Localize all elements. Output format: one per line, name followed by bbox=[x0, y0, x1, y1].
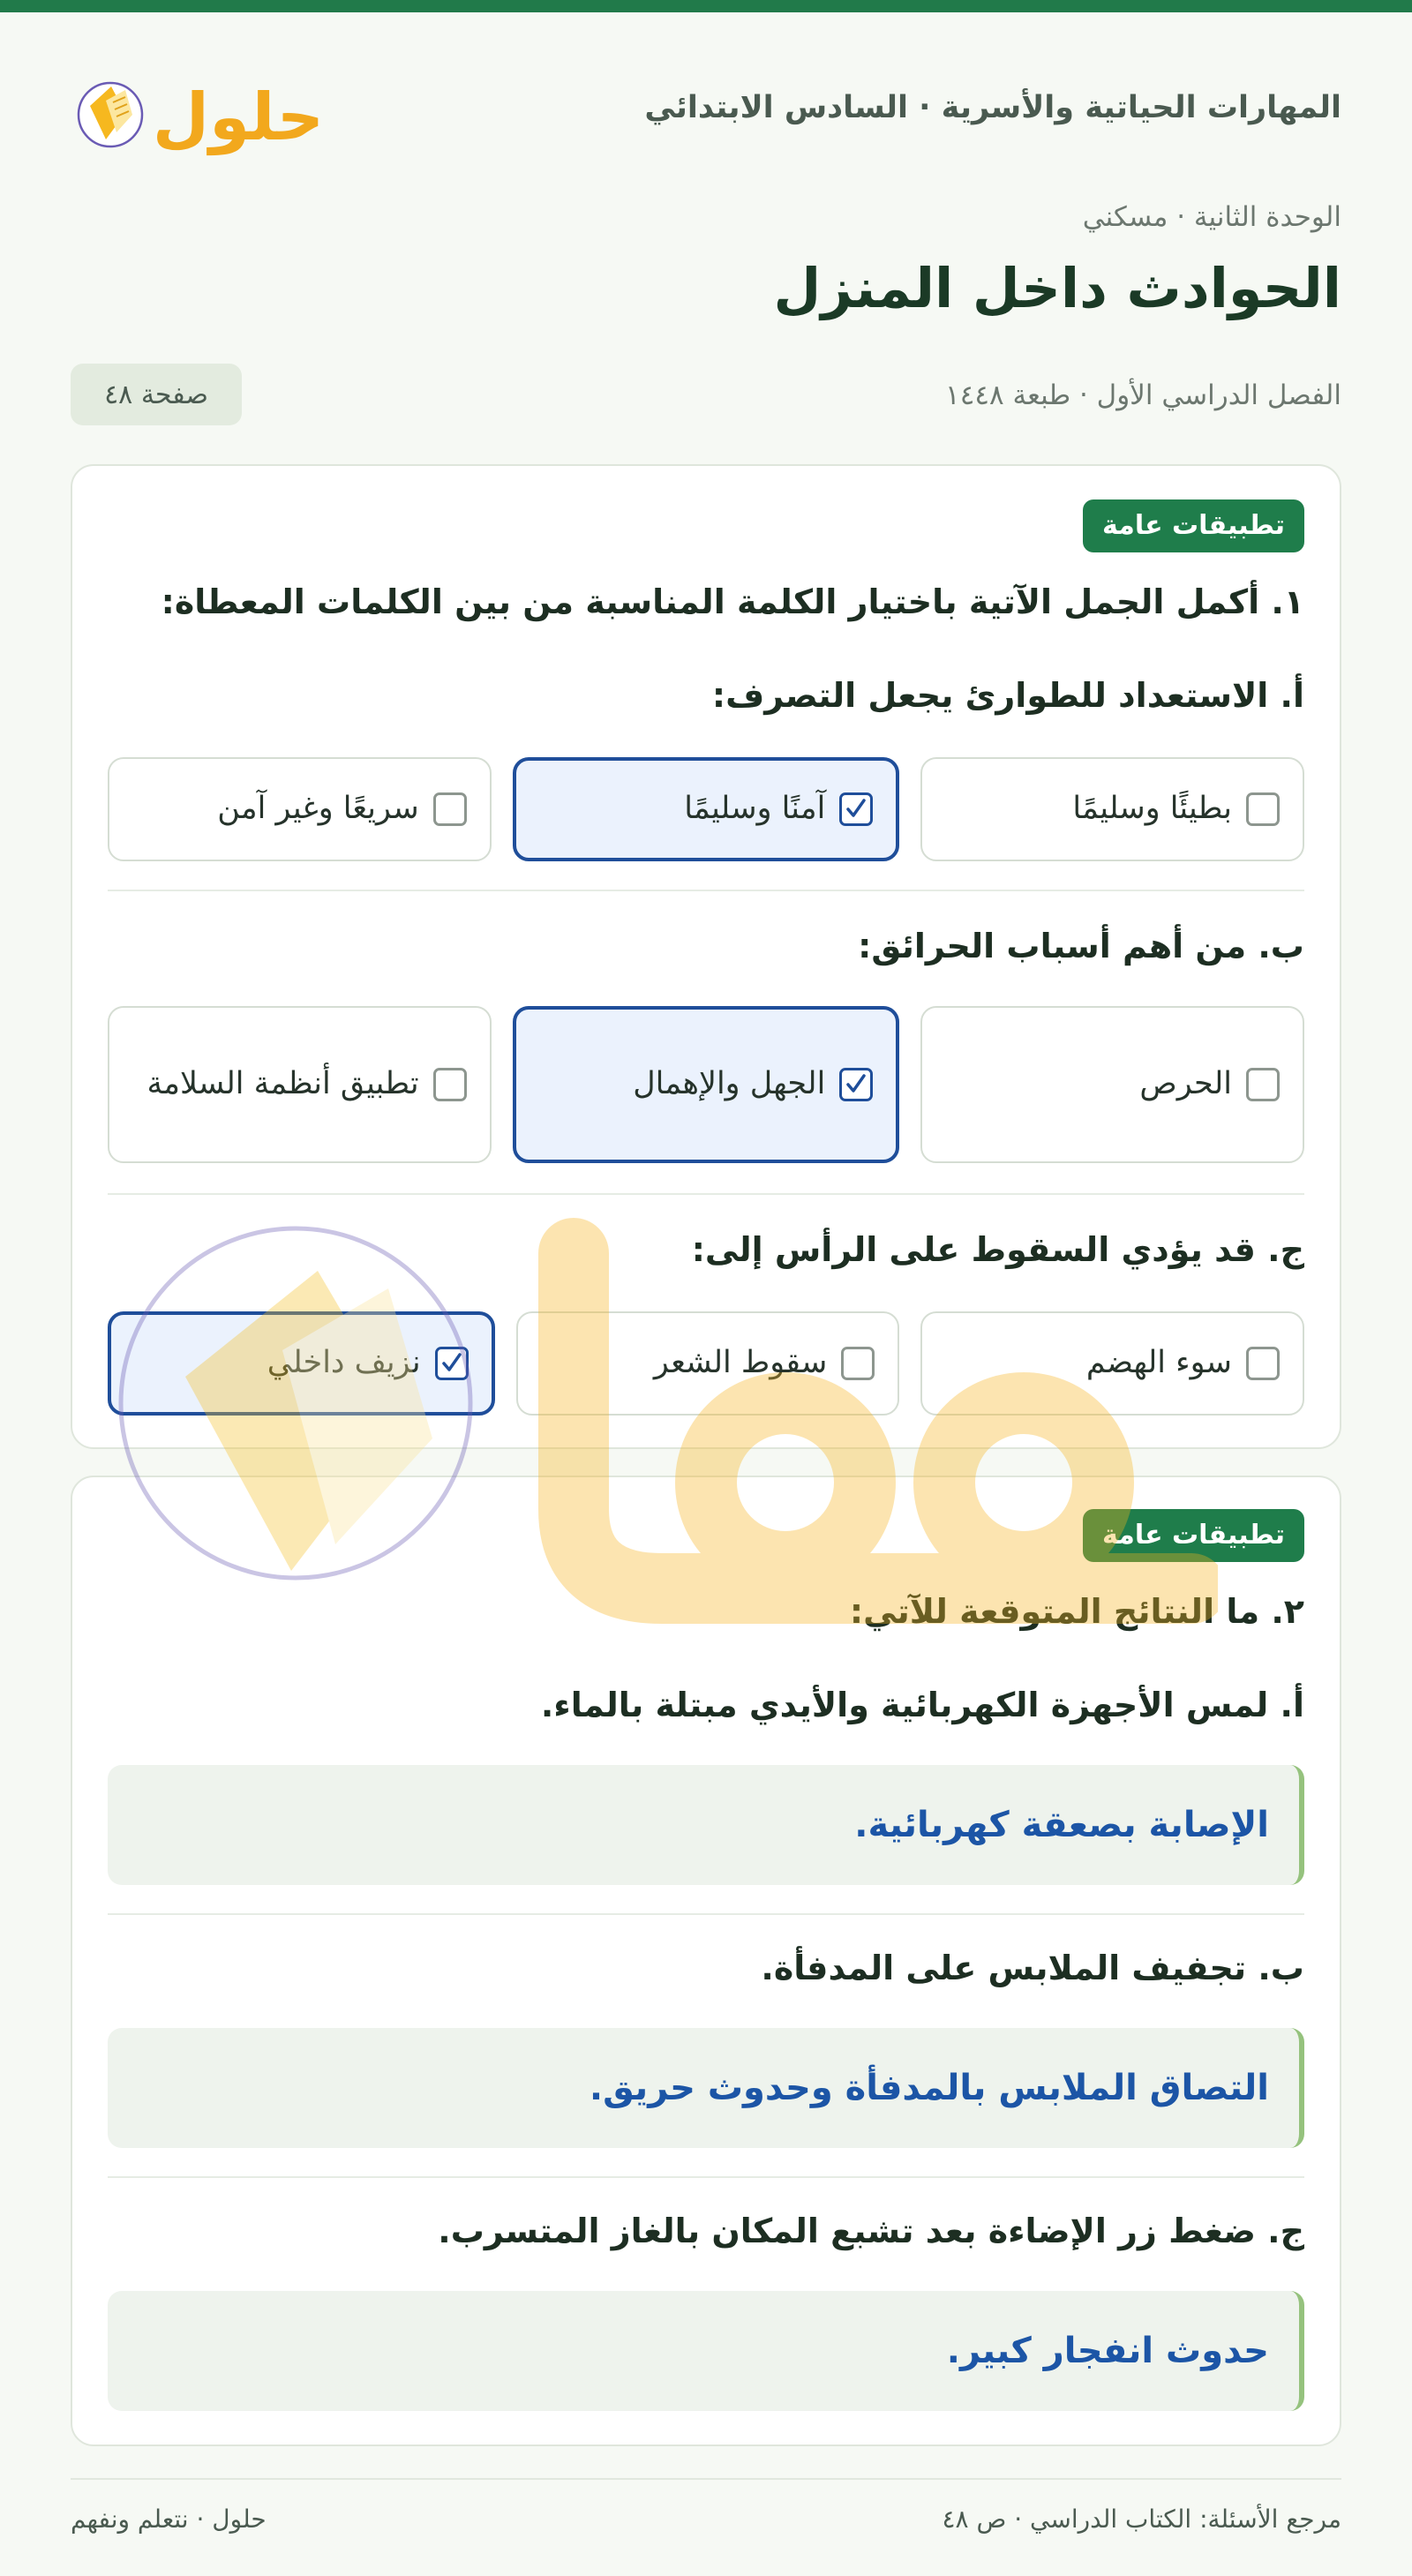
option-text: الجهل والإهمال bbox=[633, 1066, 826, 1102]
option-text: نزيف داخلي bbox=[267, 1345, 421, 1381]
section-badge: تطبيقات عامة bbox=[1083, 1509, 1304, 1562]
question-1b-options bbox=[108, 1006, 1304, 1163]
check-icon bbox=[843, 1071, 869, 1098]
question-2-title: ٢. ما النتائج المتوقعة للآتي: bbox=[849, 1592, 1304, 1631]
question-1c-options bbox=[108, 1311, 1304, 1416]
book-logo-icon bbox=[79, 83, 142, 146]
unit-label: الوحدة الثانية · مسكني bbox=[1082, 201, 1341, 233]
checkbox-checked[interactable] bbox=[839, 792, 873, 826]
section-badge: تطبيقات عامة bbox=[1083, 499, 1304, 552]
answer-box: حدوث انفجار كبير. bbox=[108, 2291, 1304, 2411]
option-text: سريعًا وغير آمن bbox=[217, 791, 419, 827]
option-card[interactable] bbox=[108, 757, 492, 861]
divider bbox=[108, 2176, 1304, 2178]
question-1-title: ١. أكمل الجمل الآتية باختيار الكلمة المناسبة من بين الكلمات المعطاة: bbox=[161, 582, 1304, 621]
answer-box: التصاق الملابس بالمدفأة وحدوث حريق. bbox=[108, 2028, 1304, 2148]
option-card[interactable] bbox=[516, 1311, 900, 1416]
footer-divider bbox=[71, 2478, 1341, 2480]
question-1a-options bbox=[108, 757, 1304, 861]
question-1a-label: أ. الاستعداد للطوارئ يجعل التصرف: bbox=[711, 676, 1304, 715]
footer-reference: مرجع الأسئلة: الكتاب الدراسي · ص ٤٨ bbox=[942, 2505, 1341, 2534]
checkbox[interactable] bbox=[433, 1068, 467, 1101]
page-title: الحوادث داخل المنزل bbox=[773, 256, 1341, 320]
term-label: الفصل الدراسي الأول · طبعة ١٤٤٨ bbox=[945, 379, 1341, 411]
option-card-selected[interactable] bbox=[513, 1006, 900, 1163]
option-card-selected[interactable] bbox=[513, 757, 900, 861]
page-number-badge: صفحة ٤٨ bbox=[71, 364, 242, 425]
option-text: تطبيق أنظمة السلامة bbox=[146, 1066, 419, 1102]
divider bbox=[108, 1193, 1304, 1195]
page-header bbox=[71, 62, 1341, 168]
checkbox[interactable] bbox=[841, 1347, 875, 1380]
option-text: الحرص bbox=[1139, 1066, 1232, 1102]
question-2b-label: ب. تجفيف الملابس على المدفأة. bbox=[761, 1949, 1304, 1987]
divider bbox=[108, 890, 1304, 891]
footer-brand: حلول · نتعلم ونفهم bbox=[71, 2505, 267, 2534]
option-card[interactable] bbox=[108, 1006, 492, 1163]
checkbox[interactable] bbox=[1246, 792, 1280, 826]
checkbox-checked[interactable] bbox=[435, 1347, 469, 1380]
logo-text: حلول bbox=[152, 79, 325, 155]
option-card-selected[interactable] bbox=[108, 1311, 495, 1416]
top-accent-bar bbox=[0, 0, 1412, 12]
option-text: آمنًا وسليمًا bbox=[684, 791, 826, 827]
section-1-card bbox=[71, 464, 1341, 1449]
app-title: المهارات الحياتية والأسرية · السادس الابتدائي bbox=[644, 90, 1341, 125]
checkbox[interactable] bbox=[1246, 1347, 1280, 1380]
check-icon bbox=[439, 1350, 465, 1377]
option-card[interactable] bbox=[920, 1311, 1304, 1416]
question-1c-label: ج. قد يؤدي السقوط على الرأس إلى: bbox=[691, 1230, 1304, 1269]
logo[interactable] bbox=[71, 62, 327, 168]
answer-box: الإصابة بصعقة كهربائية. bbox=[108, 1765, 1304, 1885]
question-2a-label: أ. لمس الأجهزة الكهربائية والأيدي مبتلة بالماء. bbox=[540, 1686, 1304, 1724]
option-card[interactable] bbox=[920, 757, 1304, 861]
divider bbox=[108, 1913, 1304, 1915]
checkbox[interactable] bbox=[433, 792, 467, 826]
section-2-card bbox=[71, 1476, 1341, 2446]
checkbox[interactable] bbox=[1246, 1068, 1280, 1101]
option-card[interactable] bbox=[920, 1006, 1304, 1163]
option-text: سقوط الشعر bbox=[653, 1345, 828, 1381]
option-text: بطيئًا وسليمًا bbox=[1072, 791, 1232, 827]
checkbox-checked[interactable] bbox=[839, 1068, 873, 1101]
question-2c-label: ج. ضغط زر الإضاءة بعد تشبع المكان بالغاز المتسرب. bbox=[438, 2212, 1304, 2250]
check-icon bbox=[843, 796, 869, 822]
question-1b-label: ب. من أهم أسباب الحرائق: bbox=[858, 927, 1304, 965]
option-text: سوء الهضم bbox=[1085, 1345, 1232, 1381]
